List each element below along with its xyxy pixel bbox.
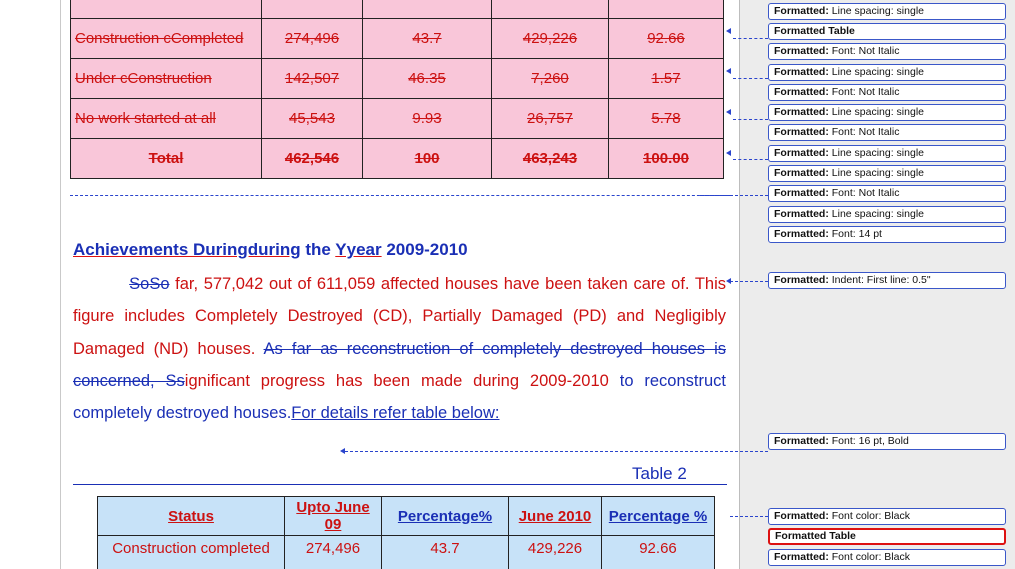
table-cell[interactable]: 5.78 (609, 99, 724, 139)
inserted-text: ignificant progress has been made during 2009-2010 (184, 371, 620, 390)
balloon-leader-line (733, 119, 768, 120)
body-text: to reconstruct completely destroyed houses. (73, 371, 727, 423)
table-cell[interactable]: 100 (363, 139, 492, 179)
table-cell[interactable]: 142,507 (262, 59, 363, 99)
table-cell[interactable]: 429,226 (492, 19, 609, 59)
table-cell[interactable]: 9.93 (363, 99, 492, 139)
revision-anchor-icon (726, 28, 731, 34)
table-cell[interactable]: Under cConstruction (71, 59, 262, 99)
table-cell[interactable]: 274,496 (285, 536, 382, 569)
deleted-text: SoSo (129, 275, 170, 293)
section-heading[interactable] (73, 240, 468, 260)
table-cell[interactable]: 100.00 (609, 139, 724, 179)
table-cell[interactable]: 45,543 (262, 99, 363, 139)
balloon-leader-line (730, 281, 768, 282)
heading-inserted-text: Yyear (335, 240, 382, 259)
table-cell[interactable]: 429,226 (509, 536, 602, 569)
table-cell[interactable]: 43.7 (382, 536, 509, 569)
table-cell[interactable]: Construction completed (98, 536, 285, 569)
inserted-text: far, 577,042 out of 611,059 affected houses have been taken care of. This figure includes Completely Destroyed (CD), Partially Damaged (PD) and Negligibly Damaged (ND) houses. (73, 275, 726, 358)
table-header-cell[interactable]: Percentage % (602, 497, 715, 536)
table-header-cell[interactable]: June 2010 (509, 497, 602, 536)
deleted-text: As far as reconstruction of completely destroyed houses is concerned, Ss (73, 339, 726, 390)
revision-balloon[interactable]: Formatted: Font color: Black (768, 549, 1006, 566)
revision-line (73, 484, 727, 485)
balloon-leader-line (345, 451, 768, 452)
revision-anchor-icon (340, 448, 345, 454)
revision-dotted-line (70, 195, 730, 196)
table-row (71, 99, 724, 139)
table-cell[interactable]: 92.66 (609, 19, 724, 59)
table-cell[interactable]: 1.57 (609, 59, 724, 99)
table-cell[interactable]: 462,546 (262, 139, 363, 179)
table-cell[interactable]: 274,496 (262, 19, 363, 59)
table-header-cell[interactable]: Status (98, 497, 285, 536)
revision-balloon[interactable]: Formatted: Font: Not Italic (768, 43, 1006, 60)
revision-balloon-selected[interactable]: Formatted Table (768, 528, 1006, 545)
revision-balloon[interactable]: Formatted: Font color: Black (768, 508, 1006, 525)
revision-balloon[interactable]: Formatted: Indent: First line: 0.5" (768, 272, 1006, 289)
balloon-leader-line (700, 195, 768, 196)
revision-balloon[interactable]: Formatted: Font: 16 pt, Bold (768, 433, 1006, 450)
table-cell[interactable]: 463,243 (492, 139, 609, 179)
heading-text: the (300, 240, 336, 259)
table-cell[interactable]: 26,757 (492, 99, 609, 139)
revision-anchor-icon (726, 150, 731, 156)
balloon-leader-line (733, 78, 768, 79)
table-row (71, 59, 724, 99)
table-row (71, 19, 724, 59)
revision-balloon[interactable]: Formatted: Line spacing: single (768, 206, 1006, 223)
balloon-leader-line (733, 38, 768, 39)
revision-anchor-icon (726, 109, 731, 115)
table-row (71, 139, 724, 179)
table-cell[interactable]: 43.7 (363, 19, 492, 59)
revision-anchor-icon (726, 68, 731, 74)
body-paragraph[interactable] (73, 268, 726, 429)
revision-balloon[interactable]: Formatted: Line spacing: single (768, 104, 1006, 121)
revision-balloon[interactable]: Formatted: Font: 14 pt (768, 226, 1006, 243)
table-cell[interactable]: No work started at all (71, 99, 262, 139)
table-1[interactable] (70, 0, 724, 179)
table-cell[interactable]: Construction cCompleted (71, 19, 262, 59)
balloon-leader-line (730, 516, 768, 517)
table-row (98, 536, 715, 569)
table-caption: Table 2 (632, 464, 687, 483)
table-header-cell[interactable]: Upto June 09 (285, 497, 382, 536)
table-cell[interactable]: Total (71, 139, 262, 179)
revision-balloon[interactable]: Formatted: Font: Not Italic (768, 185, 1006, 202)
balloon-leader-line (733, 159, 768, 160)
revision-anchor-icon (726, 278, 731, 284)
table-cell[interactable]: 7,260 (492, 59, 609, 99)
table-2[interactable] (97, 496, 715, 569)
heading-text: 2009-2010 (381, 240, 468, 259)
revision-balloon[interactable]: Formatted: Line spacing: single (768, 145, 1006, 162)
table-row (71, 0, 724, 19)
revision-balloon[interactable]: Formatted: Font: Not Italic (768, 124, 1006, 141)
inserted-text: For details refer table below: (291, 404, 500, 423)
revision-balloon[interactable]: Formatted Table (768, 23, 1006, 40)
revision-balloon[interactable]: Formatted: Line spacing: single (768, 64, 1006, 81)
table-header-row (98, 497, 715, 536)
table-header-cell[interactable]: Percentage% (382, 497, 509, 536)
table-cell[interactable]: 46.35 (363, 59, 492, 99)
left-margin (0, 0, 61, 569)
heading-deleted-text: Achievements Duringduring (73, 240, 301, 259)
revision-balloon[interactable]: Formatted: Font: Not Italic (768, 84, 1006, 101)
revision-balloon[interactable]: Formatted: Line spacing: single (768, 165, 1006, 182)
table-cell[interactable]: 92.66 (602, 536, 715, 569)
revision-balloon[interactable]: Formatted: Line spacing: single (768, 3, 1006, 20)
